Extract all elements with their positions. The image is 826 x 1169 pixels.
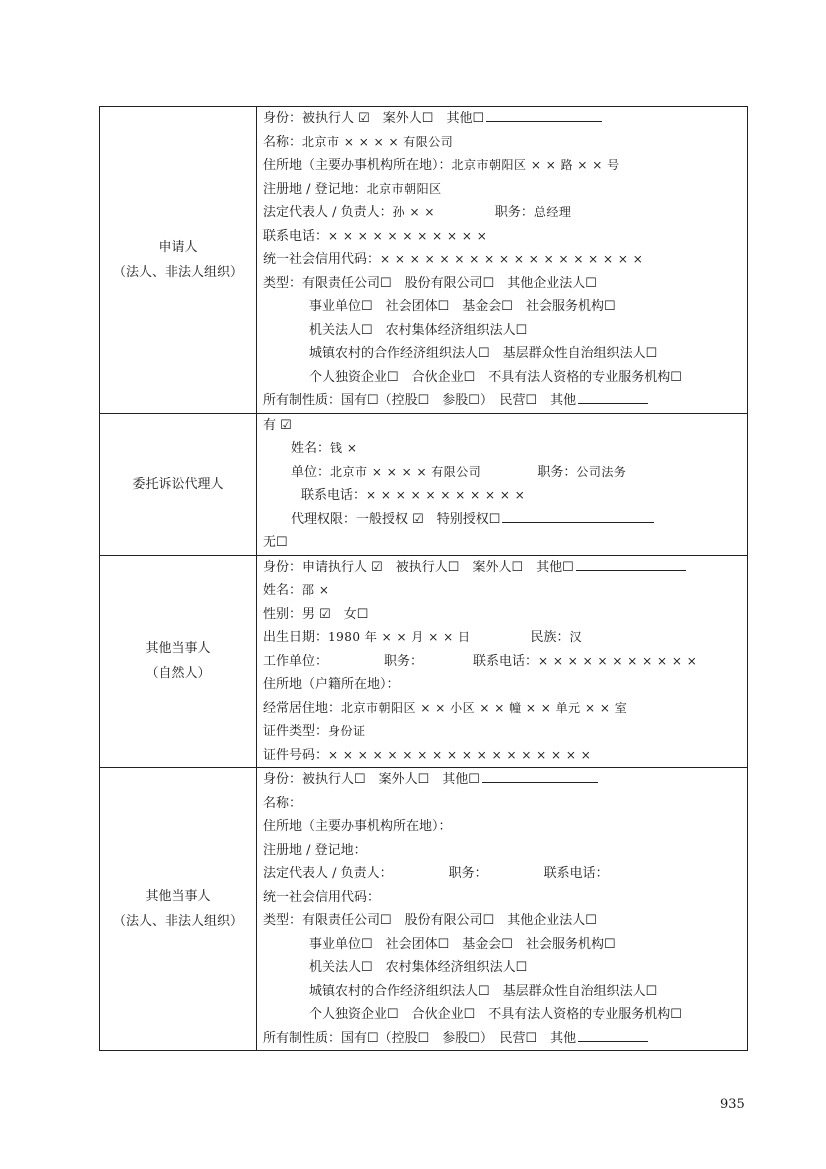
agent-name-line: [263, 437, 747, 461]
applicant-type-line-3: [263, 319, 747, 343]
applicant-type-1: 类型：有限责任公司☐ 股份有限公司☐ 其他企业法人☐: [263, 275, 597, 291]
other-org-row: [100, 768, 748, 1051]
applicant-identity-line: [263, 107, 747, 131]
other-org-type-5: 个人独资企业☐ 合伙企业☐ 不具有法人资格的专业服务机构☐: [309, 1007, 682, 1022]
applicant-identity-blank[interactable]: [486, 107, 602, 122]
agent-name-label: 姓名：: [291, 441, 331, 456]
applicant-address-value: 北京市朝阳区 × × 路 × × 号: [451, 158, 620, 172]
agent-has-line: [263, 414, 747, 438]
natural-phone-label: 联系电话：: [473, 653, 539, 669]
other-org-content: [257, 768, 748, 1051]
natural-identity-line: [263, 556, 747, 580]
natural-name-label: 姓名：: [263, 583, 303, 598]
agent-label: 委托诉讼代理人: [132, 476, 224, 492]
natural-birth-value: 1980 年 × × 月 × × 日: [328, 630, 471, 644]
other-org-label-cell: [100, 768, 257, 1051]
other-org-legal-line: [263, 862, 747, 886]
agent-has: 有 ☑: [263, 417, 292, 433]
applicant-label-sub: （法人、非法人组织）: [112, 264, 243, 280]
natural-identity-blank[interactable]: [576, 556, 686, 571]
natural-id-type-line: [263, 720, 747, 744]
applicant-name-line: [263, 131, 747, 155]
other-org-reg-line: [263, 839, 747, 863]
applicant-credit-value: × × × × × × × × × × × × × × × × × ×: [380, 252, 644, 266]
applicant-identity: 身份：被执行人 ☑ 案外人☐ 其他☐: [263, 111, 485, 126]
agent-phone-line: [263, 484, 747, 508]
applicant-label-cell: [100, 107, 257, 414]
natural-id-no-line: [263, 744, 747, 768]
natural-ethnic-label: 民族：: [530, 630, 570, 645]
applicant-address-line: [263, 154, 747, 178]
natural-domicile-line: [263, 673, 747, 697]
applicant-type-3: 机关法人☐ 农村集体经济组织法人☐: [309, 322, 528, 338]
natural-gender-line: [263, 603, 747, 627]
other-org-type-3: 机关法人☐ 农村集体经济组织法人☐: [309, 960, 528, 975]
applicant-ownership-line: [263, 389, 747, 413]
applicant-type-line-2: [263, 295, 747, 319]
natural-residence-label: 经常居住地：: [263, 700, 342, 716]
applicant-legal-value: 孙 × ×: [392, 205, 435, 219]
natural-residence-value: 北京市朝阳区 × × 小区 × × 幢 × × 单元 × × 室: [341, 700, 628, 715]
agent-unit-line: [263, 461, 747, 485]
applicant-ownership-blank[interactable]: [578, 389, 648, 404]
other-org-ownership-blank[interactable]: [578, 1027, 648, 1042]
applicant-type-line-5: [263, 366, 747, 390]
applicant-name-value: 北京市 × × × × 有限公司: [302, 134, 454, 149]
agent-position-value: 公司法务: [576, 464, 627, 479]
other-org-legal-label: 法定代表人 / 负责人：: [263, 866, 393, 881]
applicant-name-label: 名称：: [263, 134, 303, 150]
agent-label-cell: [100, 413, 257, 555]
applicant-credit-label: 统一社会信用代码：: [263, 252, 381, 267]
applicant-position-value: 总经理: [533, 205, 572, 219]
other-org-type-line-4: [263, 980, 747, 1004]
agent-unit-label: 单位：: [291, 464, 331, 480]
applicant-type-line-1: [263, 272, 747, 296]
applicant-type-line-4: [263, 342, 747, 366]
natural-id-type-label: 证件类型：: [263, 724, 329, 739]
agent-row: [100, 413, 748, 555]
applicant-phone-label: 联系电话：: [263, 228, 329, 244]
natural-id-type-value: 身份证: [328, 724, 366, 738]
applicant-content: [257, 107, 748, 414]
other-org-type-line-2: [263, 933, 747, 957]
natural-identity: 身份：申请执行人 ☑ 被执行人☐ 案外人☐ 其他☐: [263, 559, 574, 575]
natural-person-label-sub: （自然人）: [145, 666, 211, 682]
agent-authority: 代理权限：一般授权 ☑ 特别授权☐: [291, 511, 501, 527]
agent-content: [257, 413, 748, 555]
other-org-reg-label: 注册地 / 登记地：: [263, 842, 367, 858]
natural-work-line: [263, 650, 747, 674]
natural-gender: 性别：男 ☑ 女☐: [263, 606, 369, 622]
other-org-identity: 身份：被执行人☐ 案外人☐ 其他☐: [263, 772, 480, 787]
other-org-ownership: 所有制性质：国有☐（控股☐ 参股☐） 民营☐ 其他: [263, 1030, 577, 1046]
agent-authority-line: [263, 508, 747, 532]
other-org-identity-line: [263, 768, 747, 792]
natural-name-line: [263, 579, 747, 603]
other-org-phone-label: 联系电话：: [543, 866, 609, 881]
applicant-position-label: 职务：: [494, 205, 534, 220]
agent-phone-label: 联系电话：: [301, 488, 367, 503]
agent-none: 无☐: [263, 535, 288, 550]
natural-person-label: 其他当事人: [145, 641, 211, 657]
other-org-type-2: 事业单位☐ 社会团体☐ 基金会☐ 社会服务机构☐: [309, 936, 616, 952]
other-org-label-sub: （法人、非法人组织）: [112, 914, 243, 929]
agent-position-label: 职务：: [537, 464, 577, 480]
applicant-address-label: 住所地（主要办事机构所在地）：: [263, 158, 452, 173]
other-org-type-line-1: [263, 909, 747, 933]
applicant-reg-line: [263, 178, 747, 202]
agent-none-line: [263, 531, 747, 555]
applicant-label: 申请人: [158, 239, 198, 255]
natural-birth-line: [263, 626, 747, 650]
applicant-phone-line: [263, 225, 747, 249]
other-org-credit-line: [263, 886, 747, 910]
other-org-name-label: 名称：: [263, 795, 303, 811]
applicant-row: [100, 107, 748, 414]
agent-unit-value: 北京市 × × × × 有限公司: [330, 464, 482, 479]
agent-name-value: 钱 ×: [330, 441, 358, 455]
natural-id-no-label: 证件号码：: [263, 747, 329, 763]
other-org-address-line: [263, 815, 747, 839]
other-org-name-line: [263, 792, 747, 816]
other-org-identity-blank[interactable]: [482, 768, 598, 783]
other-org-position-label: 职务：: [448, 866, 488, 881]
applicant-reg-value: 北京市朝阳区: [366, 181, 442, 196]
natural-ethnic-value: 汉: [569, 630, 583, 644]
natural-birth-label: 出生日期：: [263, 630, 329, 645]
natural-name-value: 邵 ×: [302, 583, 330, 597]
other-org-type-4: 城镇农村的合作经济组织法人☐ 基层群众性自治组织法人☐: [309, 983, 658, 999]
natural-person-content: [257, 555, 748, 768]
other-org-label: 其他当事人: [145, 889, 211, 904]
applicant-legal-label: 法定代表人 / 负责人：: [263, 205, 393, 220]
agent-authority-blank[interactable]: [502, 508, 654, 523]
agent-phone-value: × × × × × × × × × × ×: [366, 488, 526, 502]
other-org-ownership-line: [263, 1027, 747, 1051]
natural-residence-line: [263, 697, 747, 721]
natural-person-row: [100, 555, 748, 768]
applicant-legal-line: [263, 201, 747, 225]
applicant-phone-value: × × × × × × × × × × ×: [328, 228, 488, 243]
applicant-credit-line: [263, 248, 747, 272]
applicant-type-4: 城镇农村的合作经济组织法人☐ 基层群众性自治组织法人☐: [309, 346, 658, 361]
applicant-reg-label: 注册地 / 登记地：: [263, 181, 367, 197]
natural-phone-value: × × × × × × × × × × ×: [538, 653, 698, 668]
execution-form-table: [99, 106, 748, 1051]
other-org-type-line-5: [263, 1003, 747, 1027]
other-org-type-1: 类型：有限责任公司☐ 股份有限公司☐ 其他企业法人☐: [263, 913, 597, 928]
natural-work-label: 工作单位：: [263, 653, 329, 669]
applicant-type-2: 事业单位☐ 社会团体☐ 基金会☐ 社会服务机构☐: [309, 299, 616, 314]
natural-person-label-cell: [100, 555, 257, 768]
page-number: 935: [720, 1097, 745, 1112]
applicant-type-5: 个人独资企业☐ 合伙企业☐ 不具有法人资格的专业服务机构☐: [309, 369, 682, 385]
natural-work-position-label: 职务：: [384, 653, 424, 669]
other-org-type-line-3: [263, 956, 747, 980]
natural-id-no-value: × × × × × × × × × × × × × × × × × ×: [328, 747, 592, 762]
natural-domicile-label: 住所地（户籍所在地）：: [263, 677, 400, 692]
other-org-credit-label: 统一社会信用代码：: [263, 889, 381, 905]
other-org-address-label: 住所地（主要办事机构所在地）：: [263, 819, 452, 834]
applicant-ownership: 所有制性质：国有☐（控股☐ 参股☐） 民营☐ 其他: [263, 393, 577, 408]
